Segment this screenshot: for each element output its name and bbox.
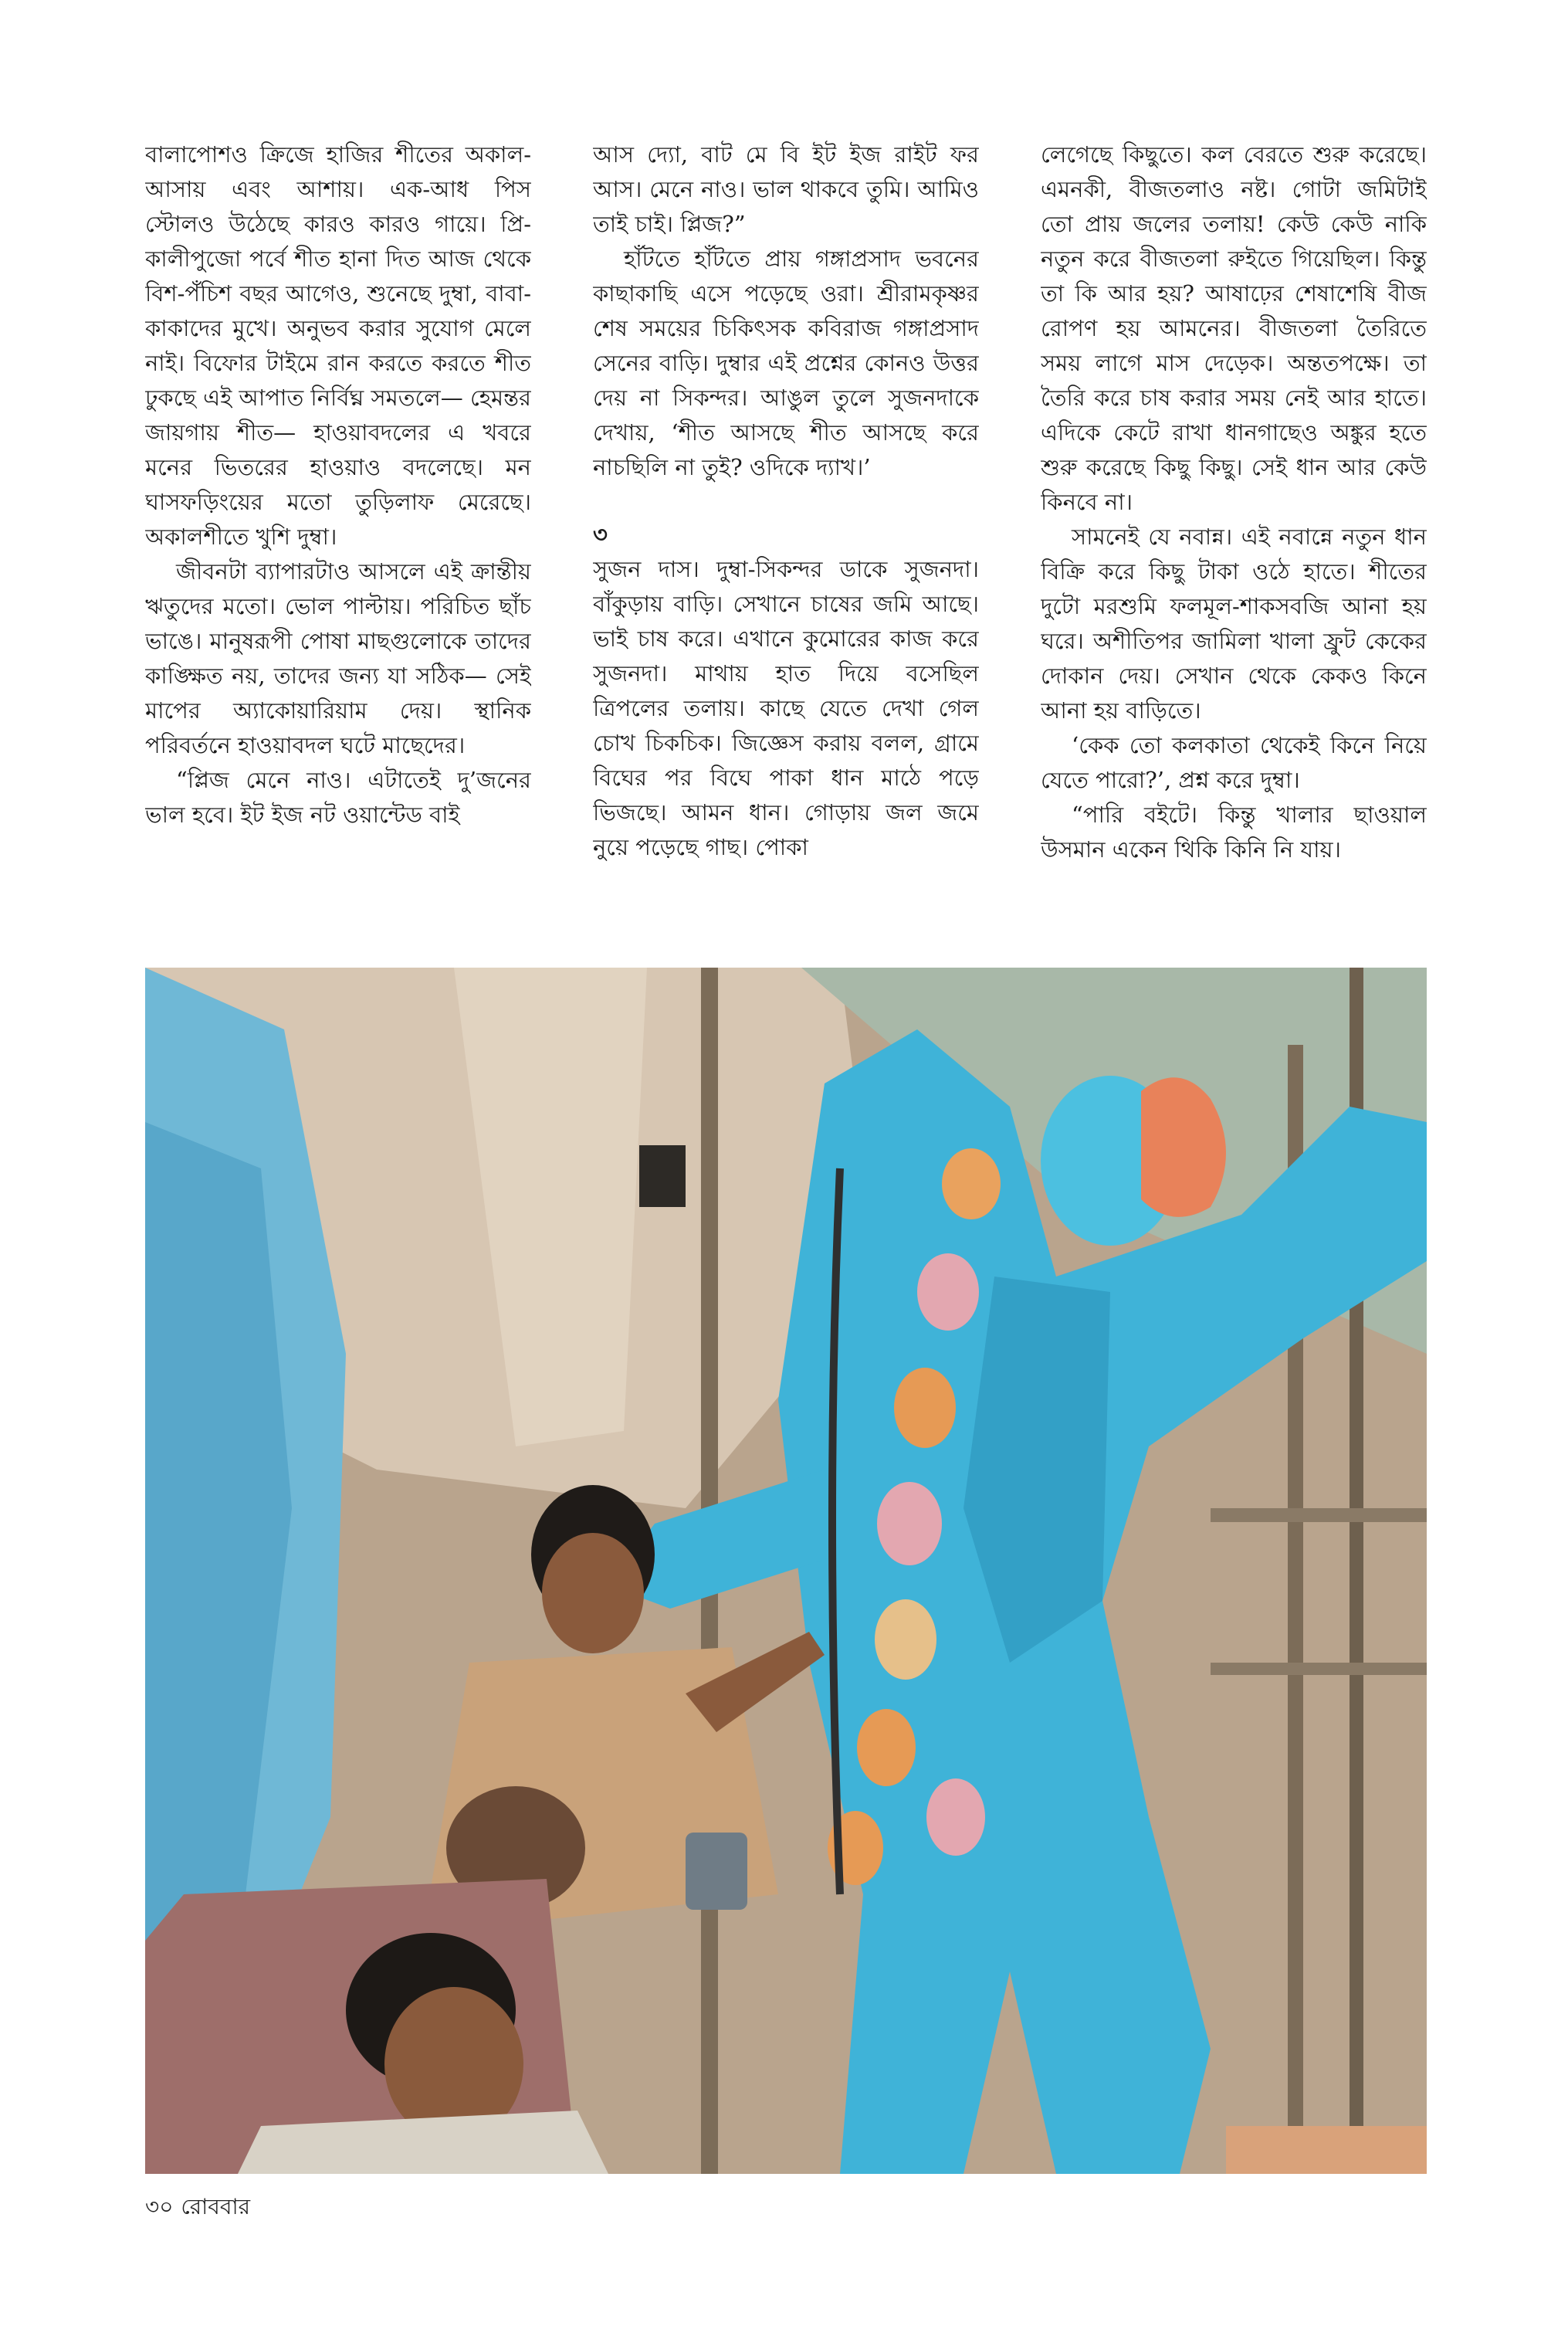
garland-head — [875, 1599, 936, 1680]
article-column-1 — [145, 137, 531, 917]
section-number: ৩ — [593, 521, 608, 548]
paragraph: লেগেছে কিছুতে। কল বেরতে শুরু করেছে। এমনকী, বীজতলাও নষ্ট। গোটা জমিটাই তো প্রায় জলের তলায়! কেউ কেউ নাকি নতুন করে বীজতলা রুইতে গিয়েছিল। কিন্তু তা কি আর হয়? আষাঢ়ের শেষাশেষি বীজ রোপণ হয় আমনের। বীজতলা তৈরিতে সময় লাগে মাস দেড়েক। অন্ততপক্ষে। তা তৈরি করে চাষ করার সময় নেই আর হাতে। এদিকে কেটে রাখা ধানগাছেও অঙ্কুর হতে শুরু করেছে কিছু কিছু। সেই ধান আর কেউ কিনবে না। — [1041, 141, 1427, 515]
page-number: ৩০ — [145, 2194, 174, 2219]
paragraph: হাঁটতে হাঁটতে প্রায় গঙ্গাপ্রসাদ ভবনের কাছাকাছি এসে পড়েছে ওরা। শ্রীরামকৃষ্ণর শেষ সময়ের চিকিৎসক কবিরাজ গঙ্গাপ্রসাদ সেনের বাড়ি। দুম্বার এই প্রশ্নের কোনও উত্তর দেয় না সিকন্দর। আঙুল তুলে সুজনদাকে দেখায়, ‘শীত আসছে শীত আসছে করে নাচছিলি না তুই? ওদিকে দ্যাখ।’ — [593, 246, 979, 480]
paragraph: সুজন দাস। দুম্বা-সিকন্দর ডাকে সুজনদা। বাঁকুড়ায় বাড়ি। সেখানে চাষের জমি আছে। ভাই চাষ করে। এখানে কুমোরের কাজ করে সুজনদা। মাথায় হাত দিয়ে বসেছিল ত্রিপলের তলায়। কাছে যেতে দেখা গেল চোখ চিকচিক। জিজ্ঞেস করায় বলল, গ্রামে বিঘের পর বিঘে পাকা ধান মাঠে পড়ে ভিজছে। আমন ধান। গোড়ায় জল জমে নুয়ে পড়েছে গাছ। পোকা — [593, 556, 979, 860]
garland-head — [917, 1253, 979, 1331]
garland-head — [877, 1482, 942, 1565]
garland-head — [857, 1709, 916, 1786]
garland-head — [894, 1368, 956, 1448]
paragraph: “প্লিজ মেনে নাও। এটাতেই দু’জনের ভাল হবে। ইট ইজ নট ওয়ান্টেড বাই — [145, 767, 531, 828]
window — [639, 1145, 686, 1207]
artisans-painting-idol-photo — [145, 968, 1427, 2174]
garland-head — [942, 1148, 1001, 1219]
paragraph: বালাপোশও ক্রিজে হাজির শীতের অকাল-আসায় এবং আশায়। এক-আধ পিস স্টোলও উঠেছে কারও কারও গায়ে। প্রি-কালীপুজো পর্বে শীত হানা দিত আজ থেকে বিশ-পঁচিশ বছর আগেও, শুনেছে দুম্বা, বাবা-কাকাদের মুখে। অনুভব করার সুযোগ মেলে নাই। বিফোর টাইমে রান করতে করতে শীত ঢুকছে এই আপাত নির্বিঘ্ন সমতলে— হেমন্তর জায়গায় শীত— হাওয়াবদলের এ খবরে মনের ভিতরের হাওয়াও বদলেছে। মন ঘাসফড়িংয়ের মতো তুড়িলাফ মেরেছে। অকালশীতে খুশি দুম্বা। — [145, 141, 531, 550]
paragraph: “পারি বইটে। কিন্তু খালার ছাওয়াল উসমান একেন থিকি কিনি নি যায়। — [1041, 802, 1427, 863]
bamboo-crossbar — [1211, 1663, 1427, 1675]
artisan-face — [542, 1533, 644, 1653]
clay-pieces — [1226, 2126, 1427, 2174]
paint-cup — [686, 1833, 747, 1910]
photo-illustration — [145, 968, 1427, 2174]
paragraph: জীবনটা ব্যাপারটাও আসলে এই ক্রান্তীয় ঋতুদের মতো। ভোল পাল্টায়। পরিচিত ছাঁচ ভাঙে। মানুষরূপী পোষা মাছগুলোকে তাদের কাঙ্ক্ষিত নয়, তাদের জন্য যা সঠিক— সেই মাপের অ্যাকোয়ারিয়াম দেয়। স্থানিক পরিবর্তনে হাওয়াবদল ঘটে মাছেদের। — [145, 558, 531, 758]
article-column-2 — [593, 137, 979, 917]
article-column-3 — [1041, 137, 1427, 917]
page-footer — [145, 2192, 250, 2223]
article-columns — [145, 137, 1427, 917]
paragraph: ‘কেক তো কলকাতা থেকেই কিনে নিয়ে যেতে পারো?’, প্রশ্ন করে দুম্বা। — [1041, 732, 1427, 793]
magazine-name: রোববার — [181, 2194, 250, 2219]
paragraph: আস দ্যো, বাট মে বি ইট ইজ রাইট ফর আস। মেনে নাও। ভাল থাকবে তুমি। আমিও তাই চাই। প্লিজ?” — [593, 141, 979, 237]
bamboo-crossbar — [1211, 1508, 1427, 1522]
paragraph: সামনেই যে নবান্ন। এই নবান্নে নতুন ধান বিক্রি করে কিছু টাকা ওঠে হাতে। শীতের দুটো মরশুমি ফলমূল-শাকসবজি আনা হয় ঘরে। অশীতিপর জামিলা খালা ফ্রুট কেকের দোকান দেয়। সেখান থেকে কেকও কিনে আনা হয় বাড়িতে। — [1041, 524, 1427, 724]
garland-head — [926, 1778, 985, 1856]
